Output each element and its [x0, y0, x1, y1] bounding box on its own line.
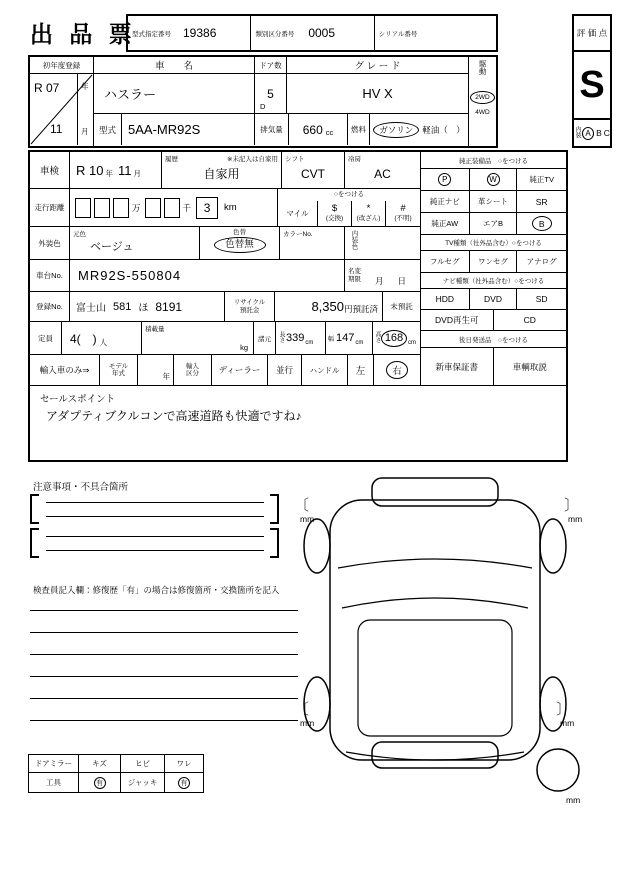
displacement-unit: cc: [325, 128, 334, 137]
drive-column: [468, 57, 496, 146]
model-code-label: 型式指定番号: [132, 30, 171, 38]
equipment-column: [420, 152, 566, 385]
score-value-box: [572, 50, 612, 120]
interior-grade-c: C: [603, 128, 610, 138]
note-line: [46, 536, 264, 537]
width-value: 147: [336, 332, 355, 344]
warranty-label: 新車保証書: [421, 348, 494, 385]
doors-header: ドア数: [255, 57, 287, 73]
mileage-digits: [70, 189, 278, 226]
mileage-digit-box: [94, 198, 110, 218]
displacement-value: 660: [302, 122, 323, 137]
chassis-value: MR92S-550804: [70, 260, 345, 291]
capacity-row: [30, 322, 420, 355]
interior-grade-a: A: [585, 128, 591, 138]
hood-line: [338, 559, 532, 568]
doors-cell: [255, 74, 287, 113]
mm-label: mm: [560, 718, 575, 728]
mileage-value: 3: [203, 200, 211, 215]
fullseg-label: フルセグ: [421, 251, 470, 272]
drive-2wd: 2WD: [475, 94, 490, 101]
inspector-line: [30, 632, 298, 633]
sales-point-box: [30, 385, 566, 460]
first-reg-month: 11: [50, 122, 63, 136]
car-name-value: ハスラー: [94, 74, 255, 113]
parallel-label: 並行: [268, 355, 302, 385]
oem-wheels-label: 純正AW: [421, 213, 470, 234]
model-label: 型式: [94, 114, 122, 145]
front-left-wheel: [304, 519, 330, 573]
car-body: [330, 500, 540, 760]
note-line: [46, 550, 264, 551]
oem-tv-label: 純正TV: [529, 175, 554, 184]
hdd-label: HDD: [421, 289, 470, 309]
load-cell: [142, 322, 254, 354]
rename-cell: [345, 260, 420, 291]
first-reg-year-unit: 年: [81, 82, 89, 91]
bracket-right: [270, 494, 279, 524]
mm-label: mm: [300, 514, 315, 524]
mileage-digit-box: [164, 198, 180, 218]
front-bumper: [372, 478, 498, 506]
measure-bracket: 〕: [556, 701, 572, 718]
shaken-value: R 10 年 11 月: [70, 152, 162, 188]
serial-label: シリアル番号: [378, 30, 418, 38]
circle-mark-have: 有: [178, 777, 190, 789]
shaken-label: 車検: [30, 152, 70, 188]
handle-right: 右: [392, 366, 402, 377]
oneseg-label: ワンセグ: [470, 251, 518, 272]
recycle-label: リサイクル 預託金: [225, 292, 275, 321]
exterior-color-row: [30, 227, 420, 260]
split-label: ワレ: [176, 759, 192, 768]
length-value: 339: [286, 332, 305, 344]
front-right-wheel: [540, 519, 566, 573]
measure-bracket: 〔: [294, 701, 310, 718]
reg-no-label: 登録No.: [30, 292, 70, 321]
fuel-gasoline: ガソリン: [379, 124, 414, 135]
note-line: [46, 516, 264, 517]
chassis-row: [30, 260, 420, 292]
repaint-value: 色替無: [225, 239, 254, 250]
circle-mark-have: 有: [94, 777, 106, 789]
spare-tire: [537, 749, 579, 791]
mileage-digit-box: [145, 198, 161, 218]
first-reg-month-unit: 月: [81, 127, 89, 136]
sd-label: SD: [535, 294, 548, 304]
roof-panel: [358, 620, 512, 736]
tool-have-cell: [79, 773, 121, 792]
class-code-value: 0005: [308, 26, 336, 40]
mileage-digit-box: [75, 198, 91, 218]
circle-mark-interior-a: [582, 127, 594, 140]
inspector-line: [30, 654, 298, 655]
capacity-value: 4( ) 人: [62, 322, 142, 354]
note-line: [46, 502, 264, 503]
first-reg-era: R 07: [34, 81, 60, 95]
sunroof-label: SR: [535, 196, 548, 207]
fuel-diesel: 軽油（ ）: [422, 124, 465, 135]
interior-grade-box: [572, 118, 612, 148]
interior-label: 内装: [574, 126, 581, 138]
page-title: 出 品 票: [30, 21, 137, 47]
mile-cell: マイル: [278, 201, 318, 226]
base-color-label: 元色: [73, 231, 86, 238]
history-label: 履歴: [165, 156, 178, 163]
sales-point-text: アダプティブクルコンで高速道路も快適ですね♪: [46, 409, 302, 423]
repaint-cell: [200, 227, 280, 259]
mm-label: mm: [566, 795, 581, 805]
repaint-label: 色替: [233, 229, 246, 236]
circle-mark-handle-right: [386, 361, 408, 379]
recycle-value: 8,350 円預託済: [275, 292, 383, 321]
first-reg-cell: [30, 74, 94, 146]
windshield-line: [342, 598, 528, 608]
analog-label: アナログ: [526, 257, 557, 266]
import-class-label: 輸入 区分: [174, 355, 212, 385]
interior-color-cell: [345, 227, 420, 259]
year-month-divider: [77, 74, 78, 145]
rename-day: 日: [397, 275, 407, 286]
reg-no-value: 富士山 581 ほ 8191: [70, 292, 225, 321]
dvd-play-label: DVD再生可: [421, 310, 494, 330]
model-year-cell: 年: [138, 355, 174, 385]
score-label: 評 価 点: [576, 28, 608, 38]
width-cell: 幅 147 cm: [326, 322, 373, 354]
airbag-label: エアB: [470, 213, 518, 234]
import-row: [30, 355, 420, 385]
color-no-label: カラーNo.: [283, 231, 313, 238]
manual-label: 車輌取説: [512, 361, 547, 372]
handle-label: ハンドル: [302, 355, 348, 385]
circle-mark-repaint: [214, 237, 266, 253]
cooling-cell: [345, 152, 420, 188]
tamper-cell: * (改ざん): [352, 201, 386, 226]
chassis-label: 車台No.: [30, 260, 70, 291]
rear-bumper: [372, 742, 498, 768]
tv-type-header: TV種類（社外品含む）○をつける: [421, 235, 566, 251]
leather-seat-label: 革シート: [470, 191, 518, 212]
door-unit: D: [260, 102, 266, 111]
airbag-mark-cell: [517, 213, 566, 234]
sen-unit: 千: [182, 202, 192, 213]
km-unit: km: [224, 202, 237, 213]
ext-color-label: 外装色: [30, 227, 70, 259]
drive-label: 駆動: [478, 60, 488, 75]
equip-header: 純正装備品 ○をつける: [421, 152, 566, 169]
mileage-value-box: [196, 197, 218, 219]
history-cell: [162, 152, 282, 188]
history-value: 自家用: [203, 167, 240, 181]
jack-label: ジャッキ: [121, 773, 165, 792]
circle-mark-airbag: B: [532, 216, 552, 231]
dealer-label: ディーラー: [212, 355, 268, 385]
fuel-cell: [370, 114, 468, 145]
shift-label: シフト: [285, 156, 305, 163]
interior-color-label: 内装色: [350, 230, 358, 250]
history-note: ※未記入は自家用: [227, 156, 278, 163]
interior-grade-b: B: [596, 128, 602, 138]
circle-mark-gasoline: [373, 122, 419, 138]
mileage-row: [30, 189, 420, 227]
swap-cell: $ (交換): [318, 201, 352, 226]
ship-later-header: 後日発送品 ○をつける: [421, 331, 566, 348]
navi-type-header: ナビ種類（社外品含む）○をつける: [421, 273, 566, 289]
circle-mark-height: [381, 330, 407, 347]
jack-have-cell: [165, 773, 203, 792]
score-header-box: [572, 14, 612, 52]
fuel-label: 燃料: [348, 114, 370, 145]
crack-label: ヒビ: [121, 755, 165, 772]
height-cell: 高さ 168 cm: [374, 331, 416, 346]
mileage-label: 走行距離: [30, 189, 70, 226]
details-section: [28, 150, 568, 462]
load-unit: kg: [240, 343, 248, 352]
class-code-label: 類別区分番号: [255, 30, 295, 38]
inspector-label: 検査員記入欄：修復歴「有」の場合は修復箇所・交換箇所を記入: [33, 585, 280, 595]
registration-row: [30, 292, 420, 322]
height-value: 168: [384, 332, 404, 344]
shaken-row: [30, 152, 420, 189]
code-box: [126, 14, 498, 52]
model-code-value: 19386: [183, 26, 217, 40]
mileage-mark-cell: [278, 189, 420, 226]
cooling-value: AC: [374, 166, 391, 181]
vehicle-id-section: [28, 55, 498, 148]
scratch-label: キズ: [79, 755, 121, 772]
mm-label: mm: [568, 514, 583, 524]
rename-label: 名変 期限: [348, 268, 361, 283]
circled-p-icon: P: [438, 173, 451, 186]
recycle-none: 未預託: [390, 302, 413, 311]
handle-right-cell: [374, 355, 420, 385]
mm-label: mm: [300, 718, 315, 728]
inspector-line: [30, 698, 298, 699]
displacement-cell: [289, 114, 348, 145]
bracket-right: [270, 528, 279, 558]
bracket-left: [30, 528, 39, 558]
power-steering-cell: [421, 169, 470, 190]
model-year-label: モデル 年式: [100, 355, 138, 385]
dvd-label: DVD: [470, 289, 518, 309]
import-label: 輸入車のみ⇒: [30, 355, 100, 385]
load-label: 積載量: [145, 326, 165, 333]
rename-month: 月: [375, 275, 384, 286]
sales-point-label: セールスポイント: [40, 394, 116, 405]
score-value: S: [579, 63, 605, 106]
oem-navi-label: 純正ナビ: [421, 191, 470, 212]
tools-table: [28, 754, 204, 793]
measure-bracket: 〕: [564, 497, 580, 514]
displacement-label: 排気量: [255, 114, 289, 145]
tool-label: 工具: [29, 773, 79, 792]
circled-w-icon: W: [487, 173, 500, 186]
door-mirror-label: ドアミラー: [29, 755, 79, 772]
model-value: 5AA-MR92S: [122, 114, 255, 145]
unknown-cell: # (不明): [394, 203, 412, 223]
inspector-line: [30, 720, 298, 721]
base-color-value: ベージュ: [90, 240, 134, 253]
man-unit: 万: [132, 202, 141, 213]
grade-header: グ レ ー ド: [354, 61, 401, 72]
inspector-line: [30, 610, 298, 611]
caution-label: 注意事項・不具合箇所: [33, 482, 129, 493]
first-reg-header: 初年度登録: [30, 57, 94, 73]
spec-label: 諸元: [254, 322, 276, 354]
handle-left: 左: [348, 355, 374, 385]
inspector-line: [30, 676, 298, 677]
capacity-label: 定員: [30, 322, 62, 354]
measure-bracket: 〔: [294, 497, 310, 514]
color-no-cell: [280, 227, 345, 259]
doors-value: 5: [267, 86, 274, 101]
circle-mark-drive: [470, 91, 495, 104]
length-cell: 長さ 339 cm: [276, 322, 326, 354]
shift-cell: [282, 152, 345, 188]
power-window-cell: [470, 169, 518, 190]
drive-4wd: 4WD: [475, 109, 490, 116]
mark-note: ○をつける: [334, 191, 364, 198]
shift-value: CVT: [301, 166, 325, 181]
car-name-header: 車 名: [94, 57, 255, 73]
cd-label: CD: [523, 315, 536, 325]
cooling-label: 冷房: [348, 156, 361, 163]
mileage-digit-box: [113, 198, 129, 218]
grade-value: HV X: [362, 86, 393, 101]
base-color-cell: [70, 227, 200, 259]
bracket-left: [30, 494, 39, 524]
